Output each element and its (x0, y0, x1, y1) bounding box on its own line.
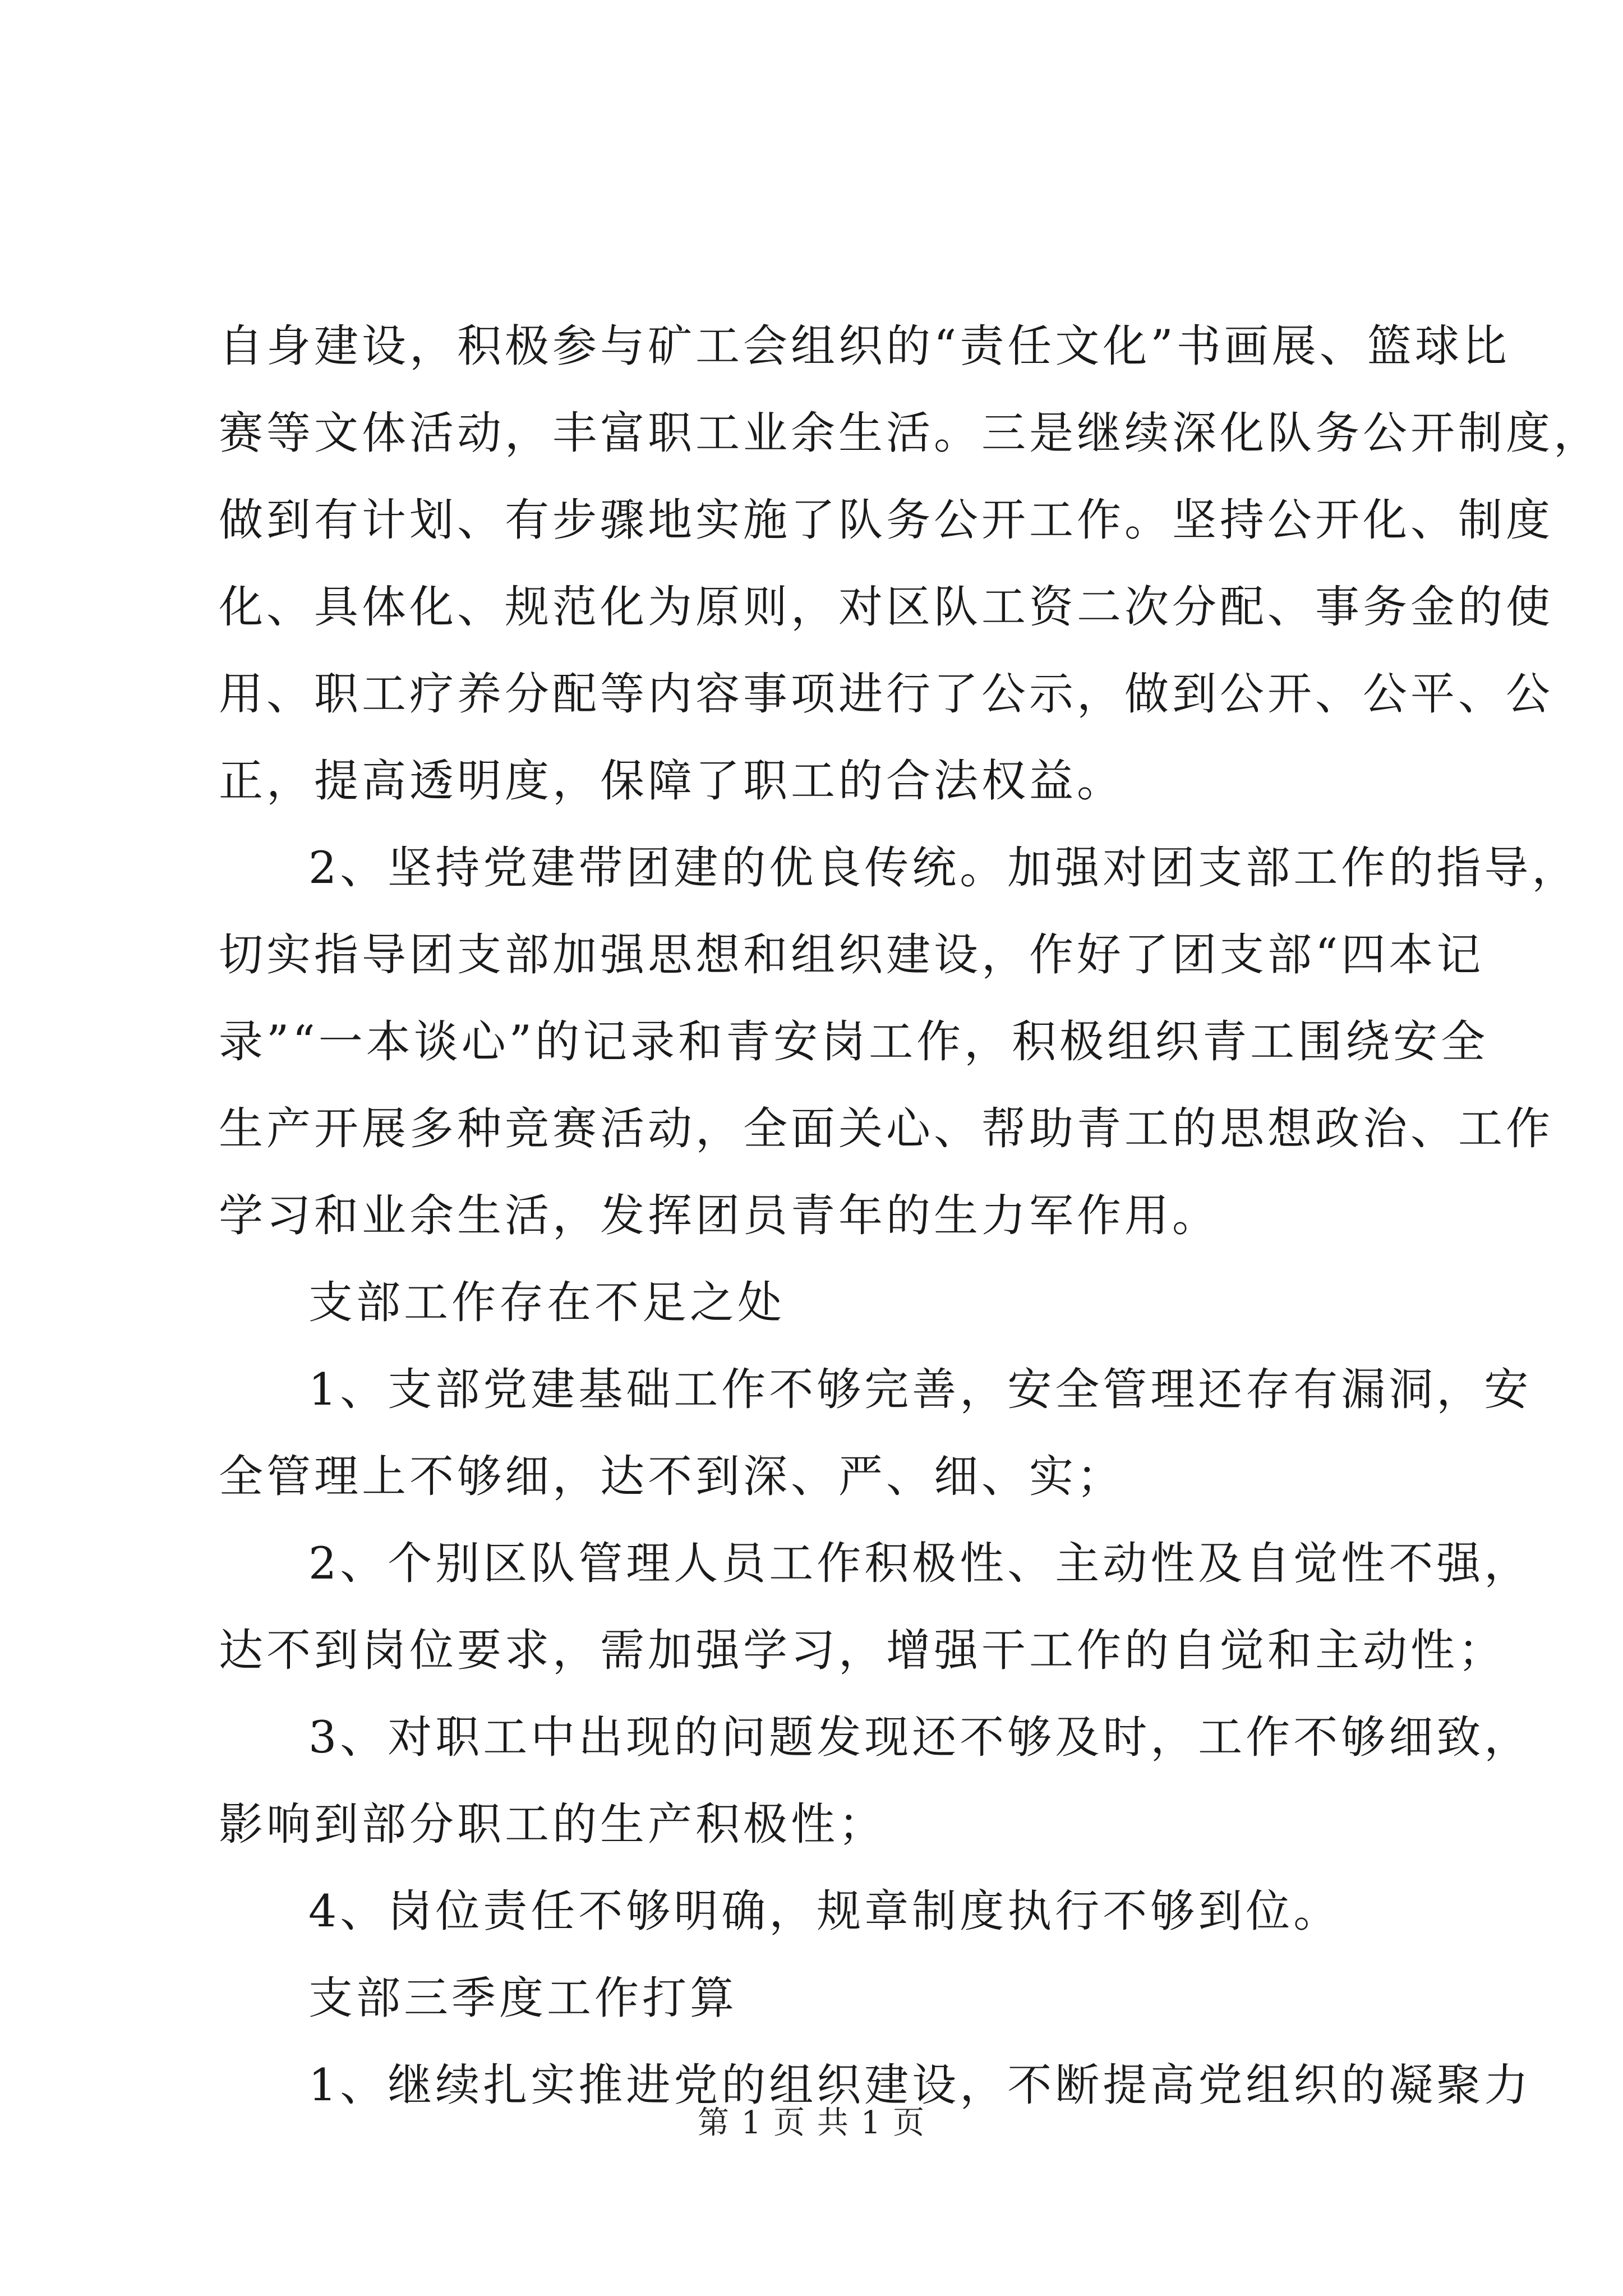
paragraph-start-line: 3、对职工中出现的问题发现还不够及时，工作不够细致， (308, 1711, 1532, 1763)
page-footer: 第 1 页 共 1 页 (697, 2105, 926, 2141)
document-body (219, 303, 1601, 2129)
text-line: 全管理上不够细，达不到深、严、细、实； (219, 1451, 1124, 1502)
paragraph-start-line: 2、个别区队管理人员工作积极性、主动性及自觉性不强， (308, 1538, 1532, 1589)
paragraph-start-line: 2、坚持党建带团建的优良传统。加强对团支部工作的指导， (308, 842, 1580, 894)
text-line: 切实指导团支部加强思想和组织建设，作好了团支部“四本记 (219, 929, 1484, 981)
text-line: 达不到岗位要求，需加强学习，增强干工作的自觉和主动性； (219, 1625, 1506, 1676)
text-line: 正，提高透明度，保障了职工的合法权益。 (219, 755, 1124, 807)
text-line: 生产开展多种竞赛活动，全面关心、帮助青工的思想政治、工作 (219, 1103, 1553, 1154)
paragraph-start-line: 4、岗位责任不够明确，规章制度执行不够到位。 (308, 1885, 1341, 1937)
text-line: 用、职工疗养分配等内容事项进行了公示，做到公开、公平、公 (219, 668, 1553, 720)
section-heading: 支部工作存在不足之处 (308, 1277, 785, 1328)
text-line: 赛等文体活动，丰富职工业余生活。三是继续深化队务公开制度， (219, 407, 1601, 459)
paragraph-start-line: 1、支部党建基础工作不够完善，安全管理还存有漏洞，安 (308, 1364, 1532, 1415)
text-line: 学习和业余生活，发挥团员青年的生力军作用。 (219, 1190, 1220, 1241)
text-line: 自身建设，积极参与矿工会组织的“责任文化”书画展、篮球比 (219, 320, 1510, 372)
text-line: 化、具体化、规范化为原则，对区队工资二次分配、事务金的使 (219, 581, 1553, 633)
paragraph-start-line: 1、继续扎实推进党的组织建设，不断提高党组织的凝聚力 (308, 2059, 1532, 2111)
text-line: 影响到部分职工的生产积极性； (219, 1798, 886, 1850)
section-heading: 支部三季度工作打算 (308, 1972, 737, 2024)
text-line: 做到有计划、有步骤地实施了队务公开工作。坚持公开化、制度 (219, 494, 1553, 546)
text-line: 录”“一本谈心”的记录和青安岗工作，积极组织青工围绕安全 (219, 1016, 1489, 1068)
